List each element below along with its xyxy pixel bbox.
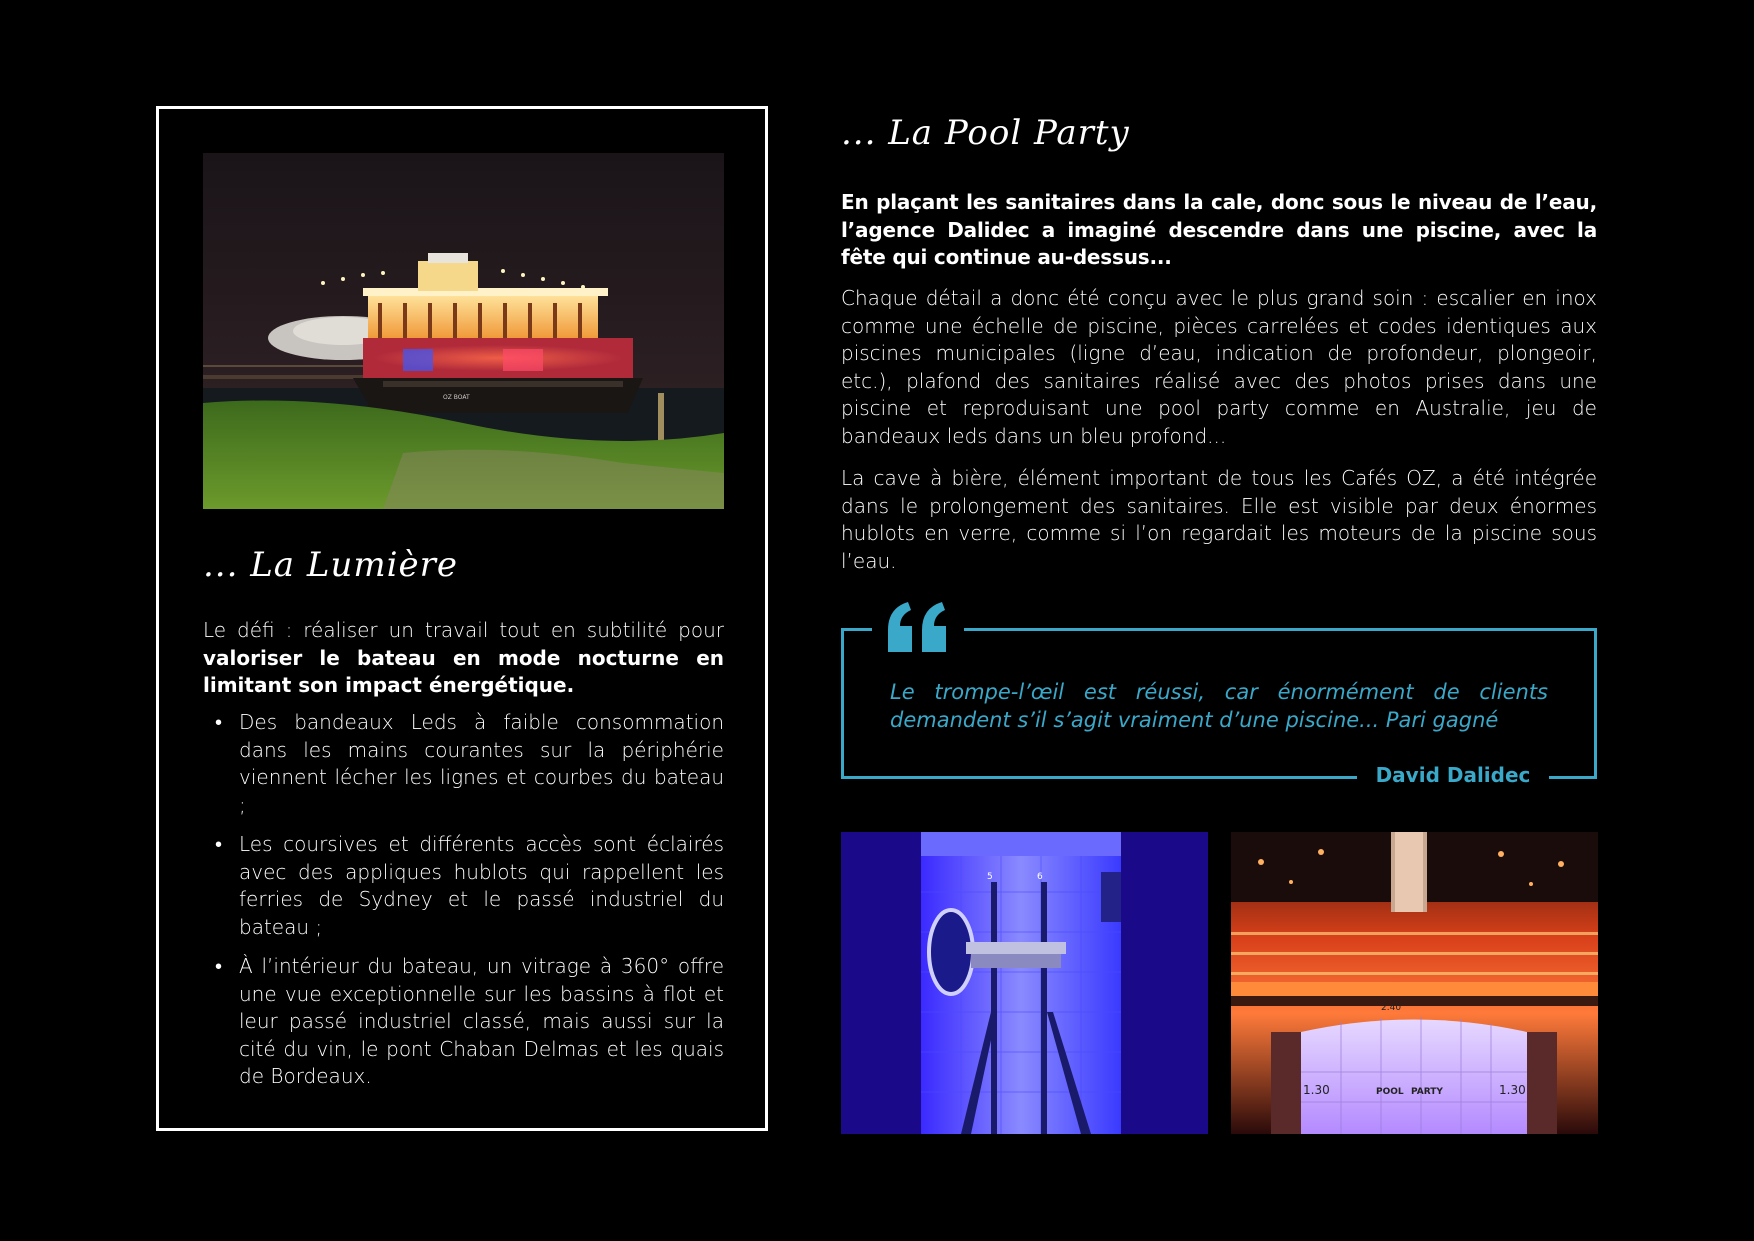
lumiere-intro	[203, 617, 724, 700]
lane-number-label: 6	[1037, 872, 1043, 882]
boat-illustration	[203, 153, 724, 509]
party-label: PARTY	[1411, 1087, 1443, 1097]
list-item	[203, 709, 724, 819]
depth-label: 1.30	[1303, 1083, 1330, 1097]
bullet-text: Les coursives et différents accès sont éclairés avec des appliques hublots qui rappellent les ferries de Sydney et le passé industriel du bateau ;	[239, 832, 724, 939]
quote-author: David Dalidec	[1375, 763, 1531, 787]
pool-party-paragraph-1: Chaque détail a donc été conçu avec le plus grand soin : escalier en inox comme une échelle de piscine, pièces carrelées et codes identiques aux piscines municipales (ligne d’eau, indication de profondeur, plongeoir, etc.), plafond des sanitaires réalisé avec des photos prises dans une piscine et reproduisant une pool party comme en Australie, jeu de bandeaux leds dans un bleu profond...	[841, 286, 1597, 448]
boat-night-photo	[203, 153, 724, 509]
pool-label: POOL	[1376, 1087, 1404, 1097]
quote-mark-icon	[884, 600, 952, 656]
pool-party-lead: En plaçant les sanitaires dans la cale, donc sous le niveau de l’eau, l’agence Dalidec a imaginé descendre dans une piscine, avec la fête qui continue au-dessus...	[841, 190, 1597, 269]
lumiere-intro-plain: Le défi : réaliser un travail tout en subtilité pour	[203, 618, 724, 642]
boat-name-label: OZ BOAT	[443, 394, 470, 401]
pool-party-title: ... La Pool Party	[841, 113, 1130, 153]
bullet-icon: •	[215, 710, 223, 734]
lane-number-label: 5	[987, 872, 993, 882]
depth-label: 2.40	[1381, 1003, 1402, 1013]
depth-label: 1.30	[1499, 1083, 1526, 1097]
restroom-blue-photo	[841, 832, 1208, 1134]
pool-party-paragraph-2: La cave à bière, élément important de tous les Cafés OZ, a été intégrée dans le prolongement des sanitaires. Elle est visible par deux énormes hublots en verre, comme si l’on regardait les moteurs de la piscine sous l’eau.	[841, 466, 1597, 573]
quote-text: Le trompe-l’œil est réussi, car énormément de clients demandent s’il s’agit vraiment d’une piscine... Pari gagné	[890, 680, 1548, 732]
restroom-illustration	[841, 832, 1208, 1134]
lumiere-intro-bold: valoriser le bateau en mode nocturne en limitant son impact énergétique.	[203, 645, 724, 697]
bullet-icon: •	[215, 954, 223, 978]
lumiere-bullet-list	[203, 709, 724, 1103]
bullet-text: Des bandeaux Leds à faible consommation dans les mains courantes sur la périphérie viennent lécher les lignes et courbes du bateau ;	[239, 710, 724, 817]
bullet-icon: •	[215, 832, 223, 856]
bar-illustration	[1231, 832, 1598, 1134]
lumiere-title: ... La Lumière	[203, 545, 458, 585]
bullet-text: À l’intérieur du bateau, un vitrage à 360° offre une vue exceptionnelle sur les bassins à flot et leur passé industriel classé, mais aussi sur la cité du vin, le pont Chaban Delmas et les quais de Bordeaux.	[239, 954, 724, 1088]
list-item	[203, 831, 724, 941]
bar-red-photo	[1231, 832, 1598, 1134]
list-item	[203, 953, 724, 1091]
